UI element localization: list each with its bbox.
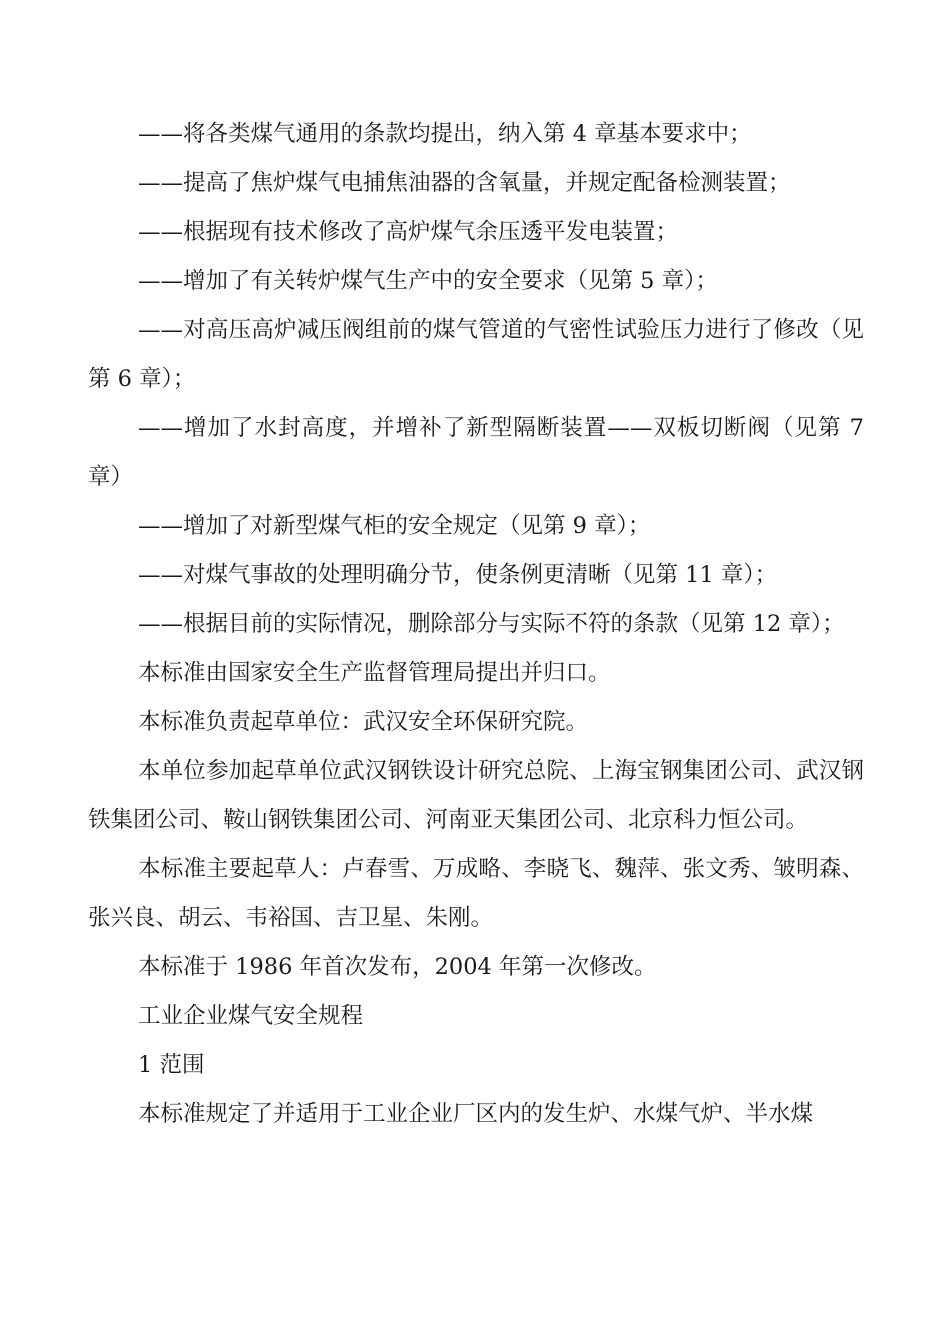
revision-item-accident-handling: ——对煤气事故的处理明确分节，使条例更清晰（见第 11 章）； [138,562,778,588]
revision-item-general-clauses: ——将各类煤气通用的条款均提出，纳入第 4 章基本要求中； [138,121,752,147]
standard-title: 工业企业煤气安全规程 [138,1003,364,1029]
publication-history: 本标准于 1986 年首次发布，2004 年第一次修改。 [138,954,657,980]
revision-item-oxygen-content: ——提高了焦炉煤气电捕焦油器的含氧量，并规定配备检测装置； [138,170,791,196]
document-page [88,110,864,1139]
proposer-statement: 本标准由国家安全生产监督管理局提出并归口。 [138,660,611,686]
section-heading-scope: 1 范围 [138,1052,205,1078]
drafting-unit-statement: 本标准负责起草单位：武汉安全环保研究院。 [138,709,589,735]
revision-item-trt-device: ——根据现有技术修改了高炉煤气余压透平发电装置； [138,219,679,245]
participating-units-statement: 本单位参加起草单位武汉钢铁设计研究总院、上海宝钢集团公司、武汉钢铁集团公司、鞍山钢铁集团公司、河南亚天集团公司、北京科力恒公司。 [88,758,864,833]
revision-item-deleted-clauses: ——根据目前的实际情况，删除部分与实际不符的条款（见第 12 章）； [138,611,845,637]
revision-item-converter-gas: ——增加了有关转炉煤气生产中的安全要求（见第 5 章）； [138,268,718,294]
revision-item-airtightness-test: ——对高压高炉减压阀组前的煤气管道的气密性试验压力进行了修改（见第 6 章）； [88,317,864,392]
revision-item-water-seal: ——增加了水封高度，并增补了新型隔断装置——双板切断阀（见第 7 章） [88,415,864,490]
scope-paragraph: 本标准规定了并适用于工业企业厂区内的发生炉、水煤气炉、半水煤 [138,1101,814,1127]
revision-item-gas-holder: ——增加了对新型煤气柜的安全规定（见第 9 章）； [138,513,651,539]
main-drafters-statement: 本标准主要起草人：卢春雪、万成略、李晓飞、魏萍、张文秀、皱明森、张兴良、胡云、韦裕国、吉卫星、朱刚。 [88,856,864,931]
